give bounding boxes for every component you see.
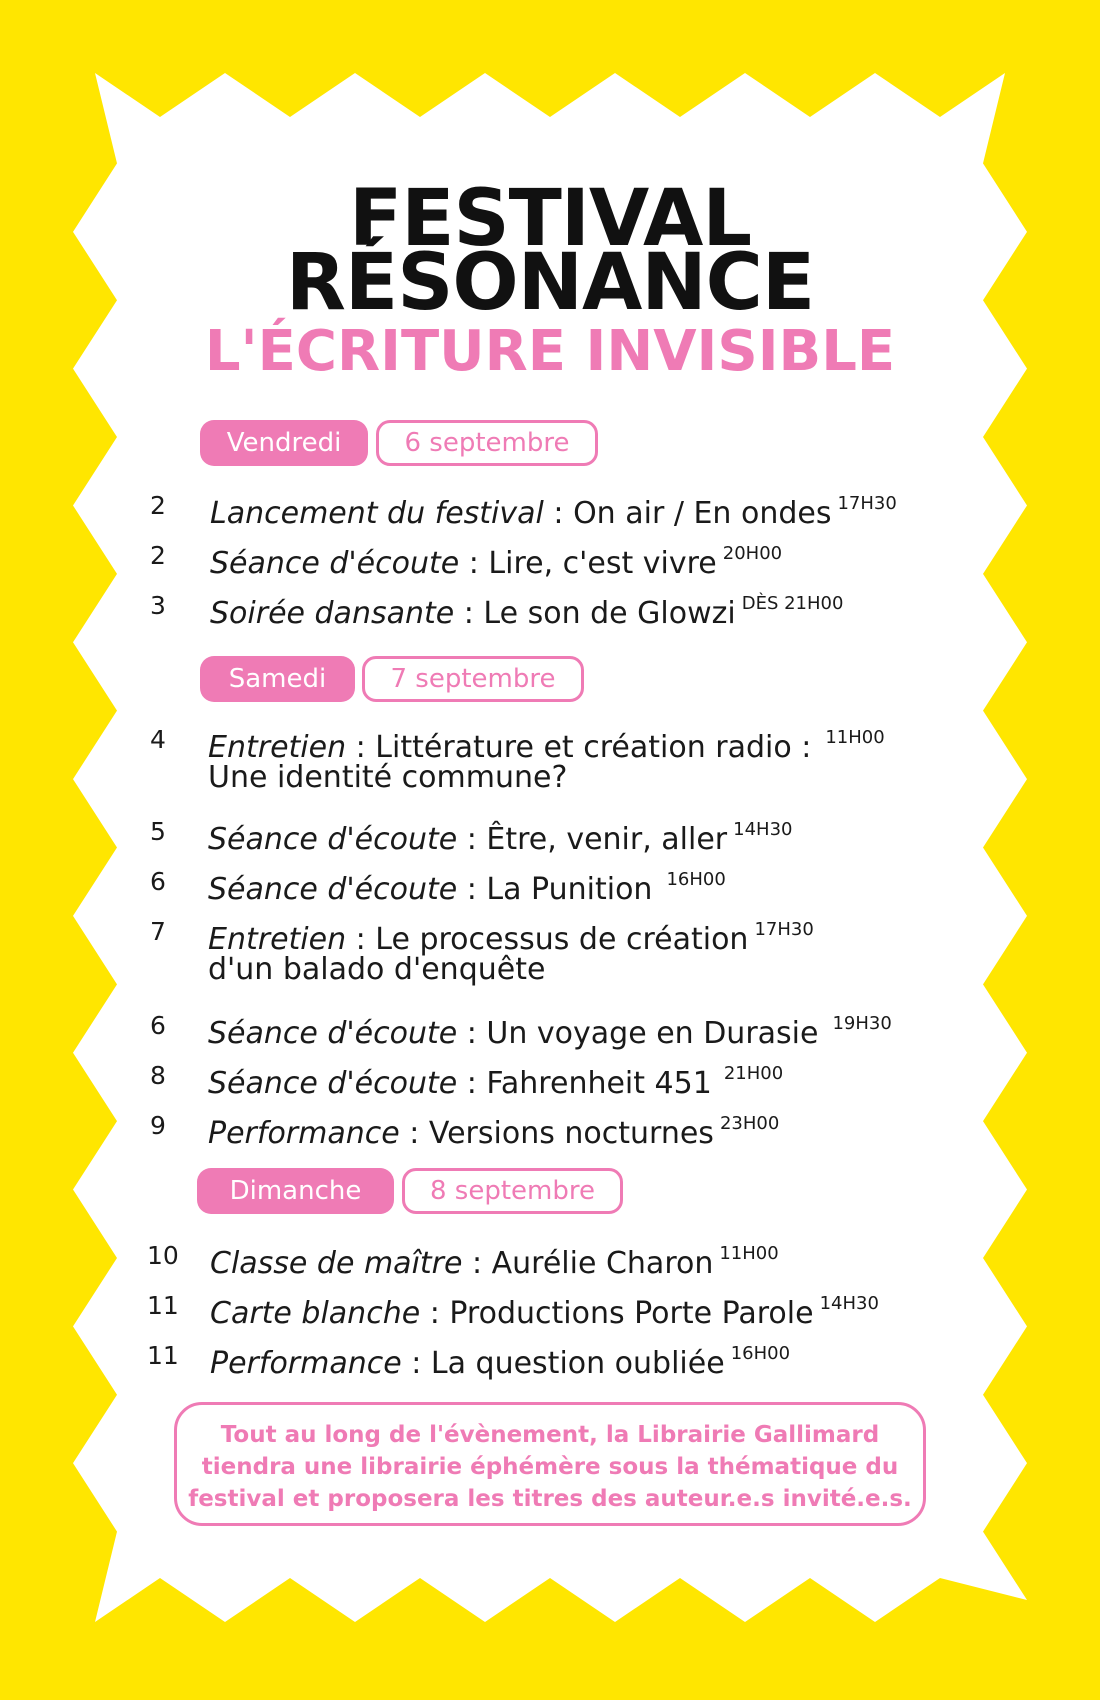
page-number: 11 bbox=[147, 1291, 179, 1320]
day-pill-samedi: Samedi bbox=[200, 656, 355, 702]
festival-title-line1: FESTIVAL bbox=[348, 174, 752, 264]
event-title: On air / En ondes bbox=[573, 496, 832, 531]
note-line: festival et proposera les titres des auteur.e.s invité.e.s. bbox=[188, 1486, 912, 1512]
event-description: Entretien : Le processus de création $^{17H30}$ bbox=[208, 919, 814, 957]
event-title: Fahrenheit 451 bbox=[486, 1066, 712, 1101]
event-description: Séance d'écoute : Être, venir, aller $^{14H30}$ bbox=[208, 819, 793, 857]
note-line: tiendra une librairie éphémère sous la thématique du bbox=[201, 1454, 899, 1480]
event-type: Séance d'écoute bbox=[208, 1016, 458, 1051]
event-description: Entretien : Littérature et création radio : $^{11H00}$ bbox=[208, 727, 885, 765]
page-number: 8 bbox=[150, 1061, 166, 1090]
day-pill-vendredi: Vendredi bbox=[200, 420, 368, 466]
event-description: Séance d'écoute : Un voyage en Durasie $^{19H30}$ bbox=[208, 1013, 892, 1051]
page-number: 2 bbox=[150, 491, 166, 520]
date-pill-samedi: 7 septembre bbox=[362, 656, 584, 702]
event-time: 20H00 bbox=[722, 543, 783, 564]
event-row bbox=[0, 910, 1000, 990]
event-time: 14H30 bbox=[733, 819, 793, 840]
event-time: 23H00 bbox=[719, 1113, 780, 1134]
event-description: Soirée dansante : Le son de Glowzi $^{DÈS 21H00}$ bbox=[210, 593, 844, 631]
event-description: Séance d'écoute : Lire, c'est vivre $^{20H00}$ bbox=[210, 543, 783, 581]
event-title: La Punition bbox=[486, 872, 653, 907]
event-type: Séance d'écoute bbox=[210, 546, 460, 581]
event-title: Productions Porte Parole bbox=[449, 1296, 814, 1331]
event-description: Carte blanche : Productions Porte Parole $^{14H30}$ bbox=[210, 1293, 879, 1331]
event-title: Être, venir, aller bbox=[486, 822, 728, 857]
event-time: 14H30 bbox=[819, 1293, 879, 1314]
note-line: Tout au long de l'évènement, la Librairie Gallimard bbox=[220, 1422, 880, 1448]
date-pill-vendredi: 6 septembre bbox=[376, 420, 598, 466]
event-time: 11H00 bbox=[825, 727, 885, 748]
page-number: 4 bbox=[150, 725, 166, 754]
page-number: 3 bbox=[150, 591, 166, 620]
page-number: 6 bbox=[150, 1011, 166, 1040]
event-title-continued: d'un balado d'enquête bbox=[208, 952, 546, 987]
event-time: 17H30 bbox=[837, 493, 897, 514]
page-number: 2 bbox=[150, 541, 166, 570]
event-type: Entretien bbox=[208, 922, 347, 957]
event-type: Lancement du festival bbox=[210, 496, 544, 531]
event-title: La question oubliée bbox=[430, 1346, 725, 1381]
event-title: Versions nocturnes bbox=[428, 1116, 714, 1151]
event-title: Le son de Glowzi bbox=[483, 596, 736, 631]
event-type: Séance d'écoute bbox=[208, 872, 458, 907]
page-number: 11 bbox=[147, 1341, 179, 1370]
event-title: Un voyage en Durasie bbox=[486, 1016, 819, 1051]
event-type: Soirée dansante bbox=[210, 596, 455, 631]
day-pill-dimanche: Dimanche bbox=[197, 1168, 394, 1214]
festival-subtitle: L'ÉCRITURE INVISIBLE bbox=[204, 319, 896, 384]
event-row bbox=[0, 718, 1000, 798]
event-type: Classe de maître bbox=[210, 1246, 463, 1281]
page-number: 5 bbox=[150, 817, 166, 846]
event-type: Performance bbox=[208, 1116, 400, 1151]
page-number: 9 bbox=[150, 1111, 166, 1140]
event-title: Aurélie Charon bbox=[491, 1246, 714, 1281]
event-time: 17H30 bbox=[754, 919, 814, 940]
event-description: Performance : Versions nocturnes $^{23H00}$ bbox=[208, 1113, 780, 1151]
event-time: 11H00 bbox=[719, 1243, 779, 1264]
event-type: Séance d'écoute bbox=[208, 822, 458, 857]
page-number: 7 bbox=[150, 917, 166, 946]
event-time: 19H30 bbox=[832, 1013, 892, 1034]
page-number: 6 bbox=[150, 867, 166, 896]
event-time: 16H00 bbox=[730, 1343, 791, 1364]
page-number: 10 bbox=[147, 1241, 179, 1270]
event-title: Le processus de création bbox=[375, 922, 749, 957]
date-pill-dimanche: 8 septembre bbox=[402, 1168, 623, 1214]
event-title: Lire, c'est vivre bbox=[488, 546, 717, 581]
event-description: Lancement du festival : On air / En ondes $^{17H30}$ bbox=[210, 493, 897, 531]
event-title: Littérature et création radio : bbox=[365, 730, 812, 765]
bookstore-note bbox=[174, 1402, 926, 1526]
event-description: Performance : La question oubliée $^{16H00}$ bbox=[210, 1343, 791, 1381]
event-title-continued: Une identité commune? bbox=[208, 760, 568, 795]
event-type: Carte blanche bbox=[210, 1296, 421, 1331]
event-description: Classe de maître : Aurélie Charon $^{11H00}$ bbox=[210, 1243, 779, 1281]
event-description: Séance d'écoute : Fahrenheit 451 $^{21H00}$ bbox=[208, 1063, 784, 1101]
event-type: Performance bbox=[210, 1346, 402, 1381]
event-description: Séance d'écoute : La Punition $^{16H00}$ bbox=[208, 869, 726, 907]
event-type: Séance d'écoute bbox=[208, 1066, 458, 1101]
event-time: 21H00 bbox=[723, 1063, 784, 1084]
event-type: Entretien bbox=[208, 730, 347, 765]
event-time: DÈS 21H00 bbox=[741, 593, 844, 614]
festival-title-line2: RÉSONANCE bbox=[285, 238, 815, 328]
event-time: 16H00 bbox=[666, 869, 726, 890]
